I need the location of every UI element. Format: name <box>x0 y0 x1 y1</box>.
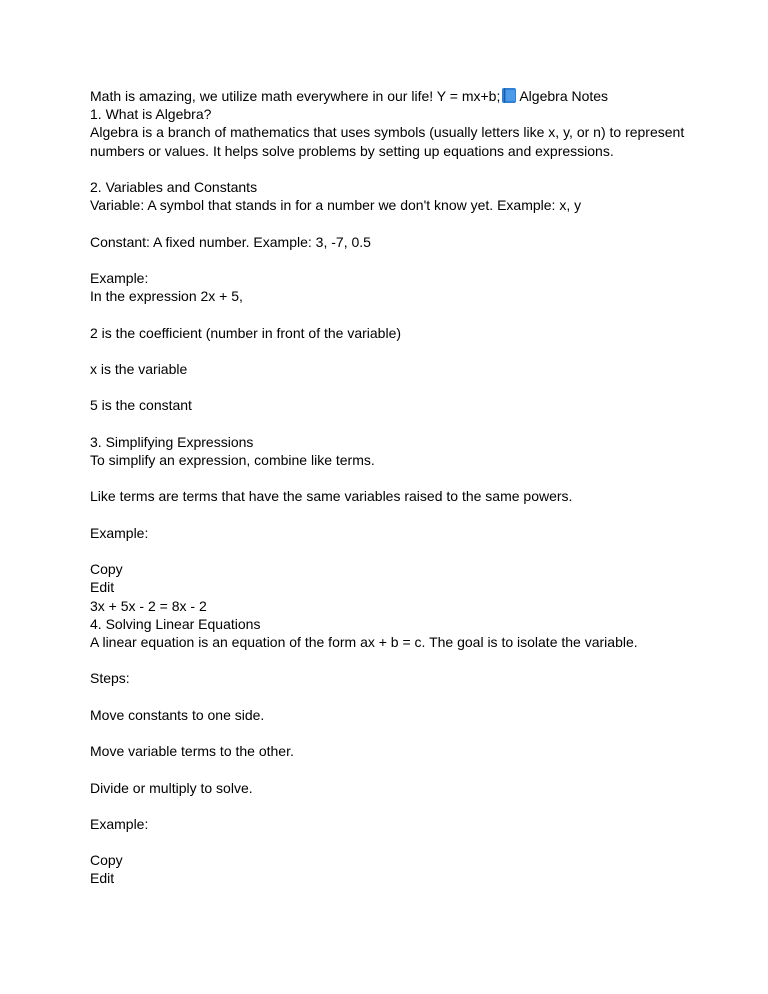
section-4-title: 4. Solving Linear Equations <box>90 615 261 632</box>
section-3-edit-text: Edit <box>90 579 115 596</box>
spacer <box>90 833 710 851</box>
section-3-example-label: Example: <box>90 524 149 541</box>
step-3: Divide or multiply to solve. <box>90 779 253 796</box>
section-2-example-expression: In the expression 2x + 5, <box>90 288 243 305</box>
section-4-example-label: Example: <box>90 815 149 832</box>
variable-definition: Variable: A symbol that stands in for a number we don't know yet. Example: x, y <box>90 197 582 214</box>
section-2-example-label: Example: <box>90 269 149 286</box>
spacer <box>90 506 710 524</box>
steps-label: Steps: <box>90 670 130 687</box>
step-1: Move constants to one side. <box>90 706 265 723</box>
section-4-copy-text: Copy <box>90 852 123 869</box>
section-2-title: 2. Variables and Constants <box>90 179 258 195</box>
constant-note: 5 is the constant <box>90 397 192 414</box>
spacer <box>90 760 710 778</box>
variable-note: x is the variable <box>90 360 188 377</box>
section-3-copy-text: Copy <box>90 561 123 578</box>
spacer <box>90 214 710 232</box>
spacer <box>90 651 710 669</box>
constant-definition: Constant: A fixed number. Example: 3, -7, 0.5 <box>90 233 371 250</box>
section-1-title: 1. What is Algebra? <box>90 106 212 123</box>
section-3-title: 3. Simplifying Expressions <box>90 433 254 450</box>
spacer <box>90 342 710 360</box>
section-4-body: A linear equation is an equation of the form ax + b = c. The goal is to isolate the variable. <box>90 633 638 650</box>
spacer <box>90 688 710 706</box>
like-terms-note: Like terms are terms that have the same variables raised to the same powers. <box>90 488 573 505</box>
spacer <box>90 797 710 815</box>
step-2: Move variable terms to the other. <box>90 743 294 760</box>
coefficient-note: 2 is the coefficient (number in front of the variable) <box>90 324 402 341</box>
spacer <box>90 251 710 269</box>
spacer <box>90 160 710 178</box>
book-icon <box>502 88 516 103</box>
spacer <box>90 415 710 433</box>
spacer <box>90 542 710 560</box>
section-3-code: 3x + 5x - 2 = 8x - 2 <box>90 597 207 614</box>
intro-text: Math is amazing, we utilize math everywhere in our life! Y = mx+b; <box>90 88 501 104</box>
intro-line <box>90 87 710 105</box>
spacer <box>90 469 710 487</box>
spacer <box>90 378 710 396</box>
section-1-body: Algebra is a branch of mathematics that uses symbols (usually letters like x, y, or n) to represent numbers or values. It helps solve problems by setting up equations and expressions. <box>90 124 685 159</box>
spacer <box>90 724 710 742</box>
document-page <box>90 87 710 888</box>
notes-heading: Algebra Notes <box>519 88 609 104</box>
section-4-edit-text: Edit <box>90 870 115 887</box>
spacer <box>90 305 710 323</box>
section-3-body: To simplify an expression, combine like terms. <box>90 451 375 468</box>
